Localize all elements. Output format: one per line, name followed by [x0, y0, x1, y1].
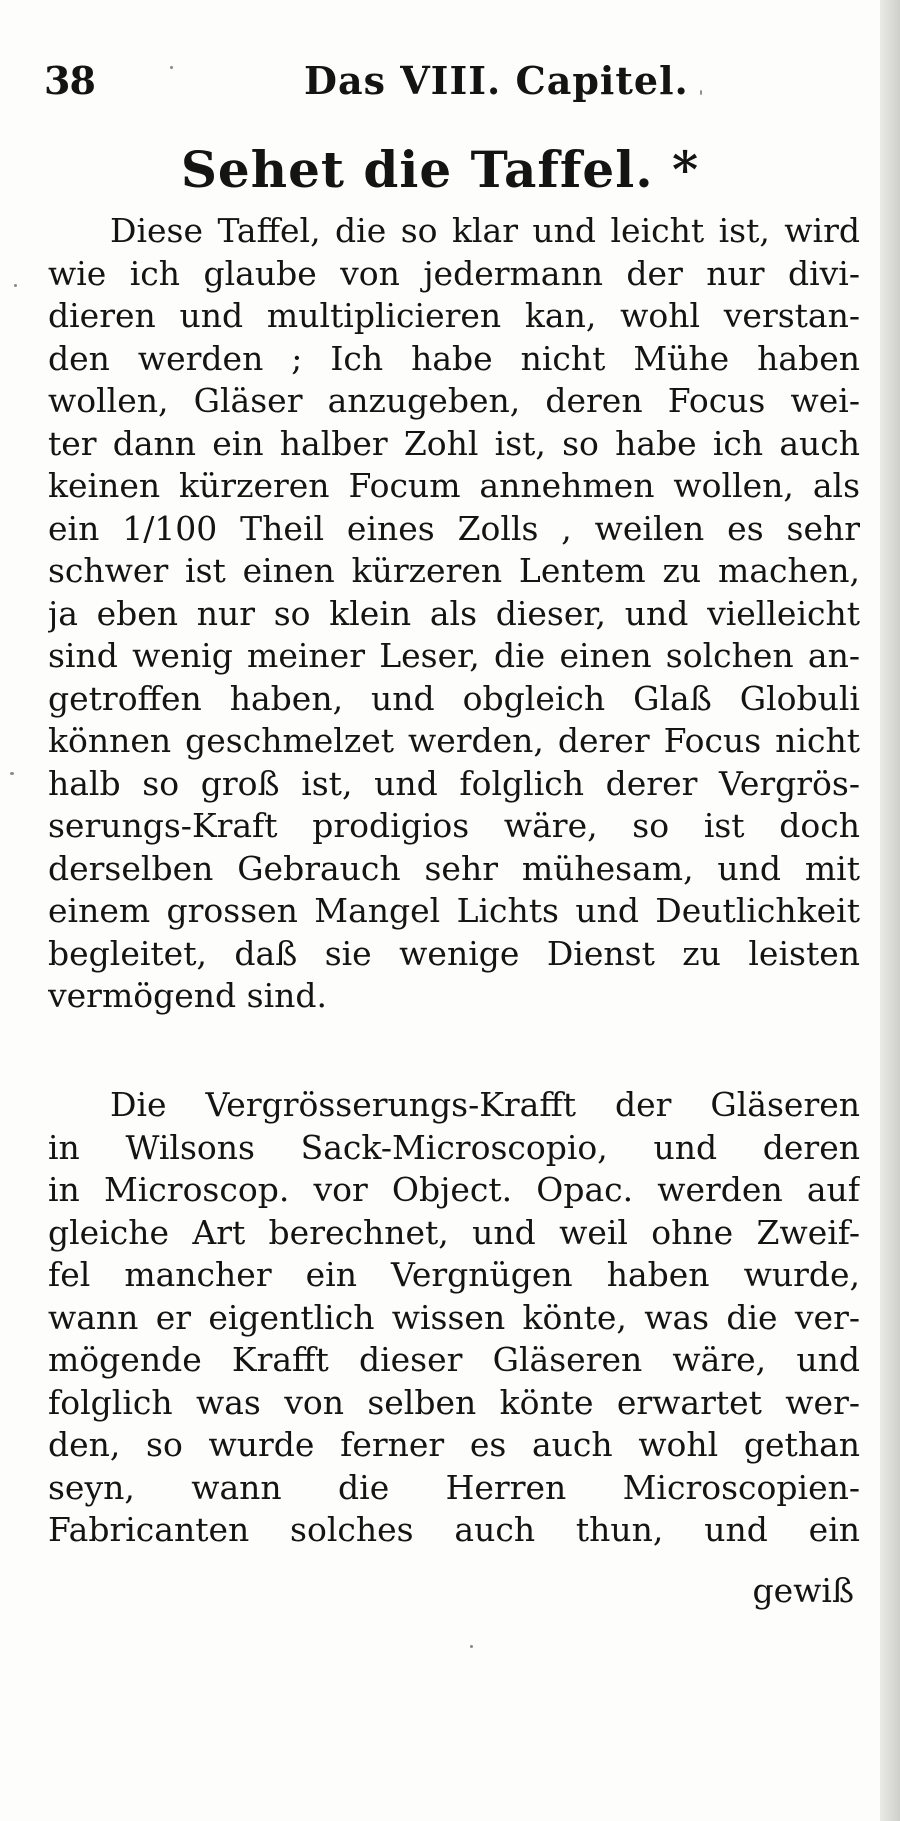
paragraph-1 — [48, 210, 860, 1018]
text-line: sind wenig meiner Leser, die einen solchen an- — [48, 636, 860, 675]
text-line: in Microscop. vor Object. Opac. werden auf — [48, 1170, 860, 1209]
paper-speck — [170, 66, 173, 69]
paper-speck — [10, 772, 14, 775]
text-line: keinen kürzeren Focum annehmen wollen, als — [48, 466, 860, 505]
text-line: serungs-Kraft prodigios wäre, so ist doch — [48, 806, 860, 845]
catchword: gewiß — [752, 1571, 854, 1610]
text-line: wann er eigentlich wissen könte, was die ver- — [48, 1297, 860, 1337]
text-line: ter dann ein halber Zohl ist, so habe ich auch — [48, 423, 860, 463]
paper-speck — [14, 284, 17, 287]
text-line: wollen, Gläser anzugeben, deren Focus wei- — [48, 381, 860, 420]
text-line: den, so wurde ferner es auch wohl gethan — [48, 1425, 860, 1464]
text-line: gleiche Art berechnet, und weil ohne Zweif- — [48, 1212, 860, 1252]
text-line: in Wilsons Sack-Microscopio, und deren — [48, 1127, 860, 1167]
text-line: begleitet, daß sie wenige Dienst zu leisten — [48, 933, 860, 973]
text-line: getroffen haben, und obgleich Glaß Globuli — [48, 678, 860, 718]
text-line: schwer ist einen kürzeren Lentem zu machen, — [48, 551, 860, 590]
text-line: folglich was von selben könte erwartet wer- — [48, 1382, 860, 1422]
text-line: ja eben nur so klein als dieser, und vielleicht — [48, 593, 860, 633]
page-number: 38 — [44, 58, 95, 103]
text-line: einem grossen Mangel Lichts und Deutlichkeit — [48, 891, 860, 930]
text-line: Diese Taffel, die so klar und leicht ist, wird — [110, 211, 860, 250]
text-line: wie ich glaube von jedermann der nur divi- — [48, 253, 860, 293]
paper-speck — [700, 90, 702, 95]
text-line: dieren und multiplicieren kan, wohl verstan- — [48, 296, 860, 335]
text-line: halb so groß ist, und folglich derer Vergrös- — [48, 763, 860, 803]
page-header — [44, 58, 864, 108]
text-line: den werden ; Ich habe nicht Mühe haben — [48, 338, 860, 378]
text-line: ein 1/100 Theil eines Zolls , weilen es sehr — [48, 508, 860, 548]
page-edge-shadow — [880, 0, 900, 1821]
text-line: derselben Gebrauch sehr mühesam, und mit — [48, 848, 860, 888]
text-line: vermögend sind. — [48, 976, 327, 1015]
text-line: Fabricanten solches auch thun, und ein — [48, 1510, 860, 1549]
running-head: Das VIII. Capitel. — [304, 58, 689, 103]
paragraph-2 — [48, 1084, 860, 1552]
text-line: können geschmelzet werden, derer Focus nicht — [48, 721, 860, 760]
text-line: mögende Krafft dieser Gläseren wäre, und — [48, 1340, 860, 1379]
text-line: seyn, wann die Herren Microscopien- — [48, 1467, 860, 1507]
section-title: Sehet die Taffel. * — [180, 140, 700, 199]
paper-speck — [470, 1645, 473, 1648]
text-line: Die Vergrösserungs-Krafft der Gläseren — [110, 1085, 860, 1124]
text-line: fel mancher ein Vergnügen haben wurde, — [48, 1255, 860, 1294]
